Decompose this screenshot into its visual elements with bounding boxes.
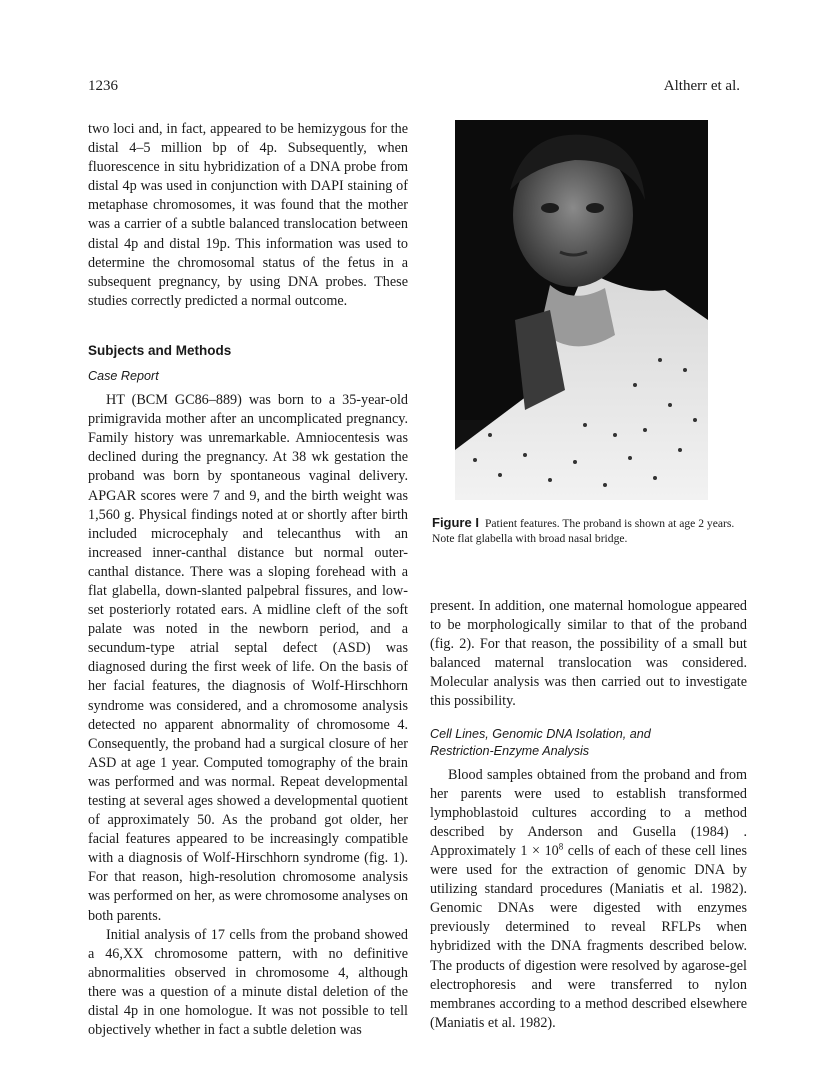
continuation-paragraph: present. In addition, one maternal homologue appeared to be morphologically similar to that of the proband (fig. 2). For that reason, the possibility of a small but balanced maternal translocation was considered. Molecular analysis was then carried out to investigate this possibility. bbox=[430, 598, 747, 710]
section-heading: Subjects and Methods bbox=[88, 342, 232, 358]
page-number: 1236 bbox=[88, 78, 118, 94]
methods-exponent: 8 bbox=[558, 841, 564, 852]
figure-caption bbox=[432, 515, 752, 546]
case-paragraph-2: Initial analysis of 17 cells from the proband showed a 46,XX chromosome pattern, with no definitive abnormalities observed in chromosome 4, although there was a question of a minute distal deletion of the distal 4p in one homologue. It was not possible to tell objectively whether in fact a subtle deletion was bbox=[88, 926, 408, 1039]
case-paragraph-1: HT (BCM GC86–889) was born to a 35-year-old primigravida mother after an uncomplicated pregnancy. Family history was unremarkable. Amniocentesis was declined during the pregnancy. At 38 wk gestation the proband was born by spontaneous vaginal delivery. APGAR scores were 7 and 9, and the birth weight was 1,560 g. Physical findings noted at or shortly after birth included microcephaly and telecanthus with an increased inner-canthal distance but normal outer-canthal distance. There was a sloping forehead with a flat glabella, down-slanted palpebral fissures, and low-set posteriorly rotated ears. A midline cleft of the soft palate was noted in the newborn period, and a secundum-type atrial septal defect (ASD) was diagnosed during the first week of life. On the basis of her facial features, the diagnosis of Wolf-Hirschhorn syndrome was considered, and a chromosome analysis detected no apparent abnormality of chromosome 4. Consequently, the proband had a surgical closure of her ASD at age 1 year. Computed tomography of the brain was performed and was normal. Repeat developmental testing at several ages showed a developmental quotient of approximately 50. As the proband got older, her facial features appeared to be increasingly compatible with a diagnosis of Wolf-Hirschhorn syndrome (fig. 1). For that reason, high-resolution chromosome analysis was performed on her, as were chromosome analyses on both parents. bbox=[88, 392, 408, 924]
running-header-authors: Altherr et al. bbox=[663, 78, 740, 94]
methods-paragraph bbox=[430, 766, 747, 1033]
subsection-heading-cell-lines-1: Cell Lines, Genomic DNA Isolation, and bbox=[430, 726, 651, 741]
figure-caption-text: Patient features. The proband is shown at age 2 years. Note flat glabella with broad nasal bridge. bbox=[432, 517, 735, 545]
right-column bbox=[430, 597, 747, 1033]
methods-text-part-1: Blood samples obtained from the proband and from her parents were used to establish transformed lymphoblastoid cultures according to a method described by Anderson and Gusella (1984) . Approximately 1 × 10 bbox=[430, 766, 747, 859]
left-column bbox=[88, 120, 408, 1040]
intro-paragraph: two loci and, in fact, appeared to be hemizygous for the distal 4–5 million bp of 4p. Subsequently, when fluorescence in situ hybridization of a DNA probe from distal 4p was used in conjunction with DAPI staining of metaphase chromosomes, it was found that the mother was a carrier of a subtle balanced translocation between distal 4p and distal 19p. This information was used to determine the chromosomal status of the fetus in a subsequent pregnancy, by using DNA probes. These studies correctly predicted a normal outcome. bbox=[88, 121, 408, 309]
methods-text-part-2: cells of each of these cell lines were used for the extraction of genomic DNA by utilizing standard procedures (Maniatis et al. 1982). Genomic DNAs were digested with enzymes previously determined to reveal RFLPs when hybridized with the DNA fragments described below. The products of digestion were resolved by agarose-gel electrophoresis and were transferred to nylon membranes according to a method described elsewhere (Maniatis et al. 1982). bbox=[430, 842, 747, 1031]
subsection-heading-cell-lines-2: Restriction-Enzyme Analysis bbox=[430, 743, 590, 758]
figure-label: Figure I bbox=[432, 515, 479, 530]
patient-photo bbox=[455, 120, 708, 500]
subsection-heading-case-report: Case Report bbox=[88, 369, 159, 384]
